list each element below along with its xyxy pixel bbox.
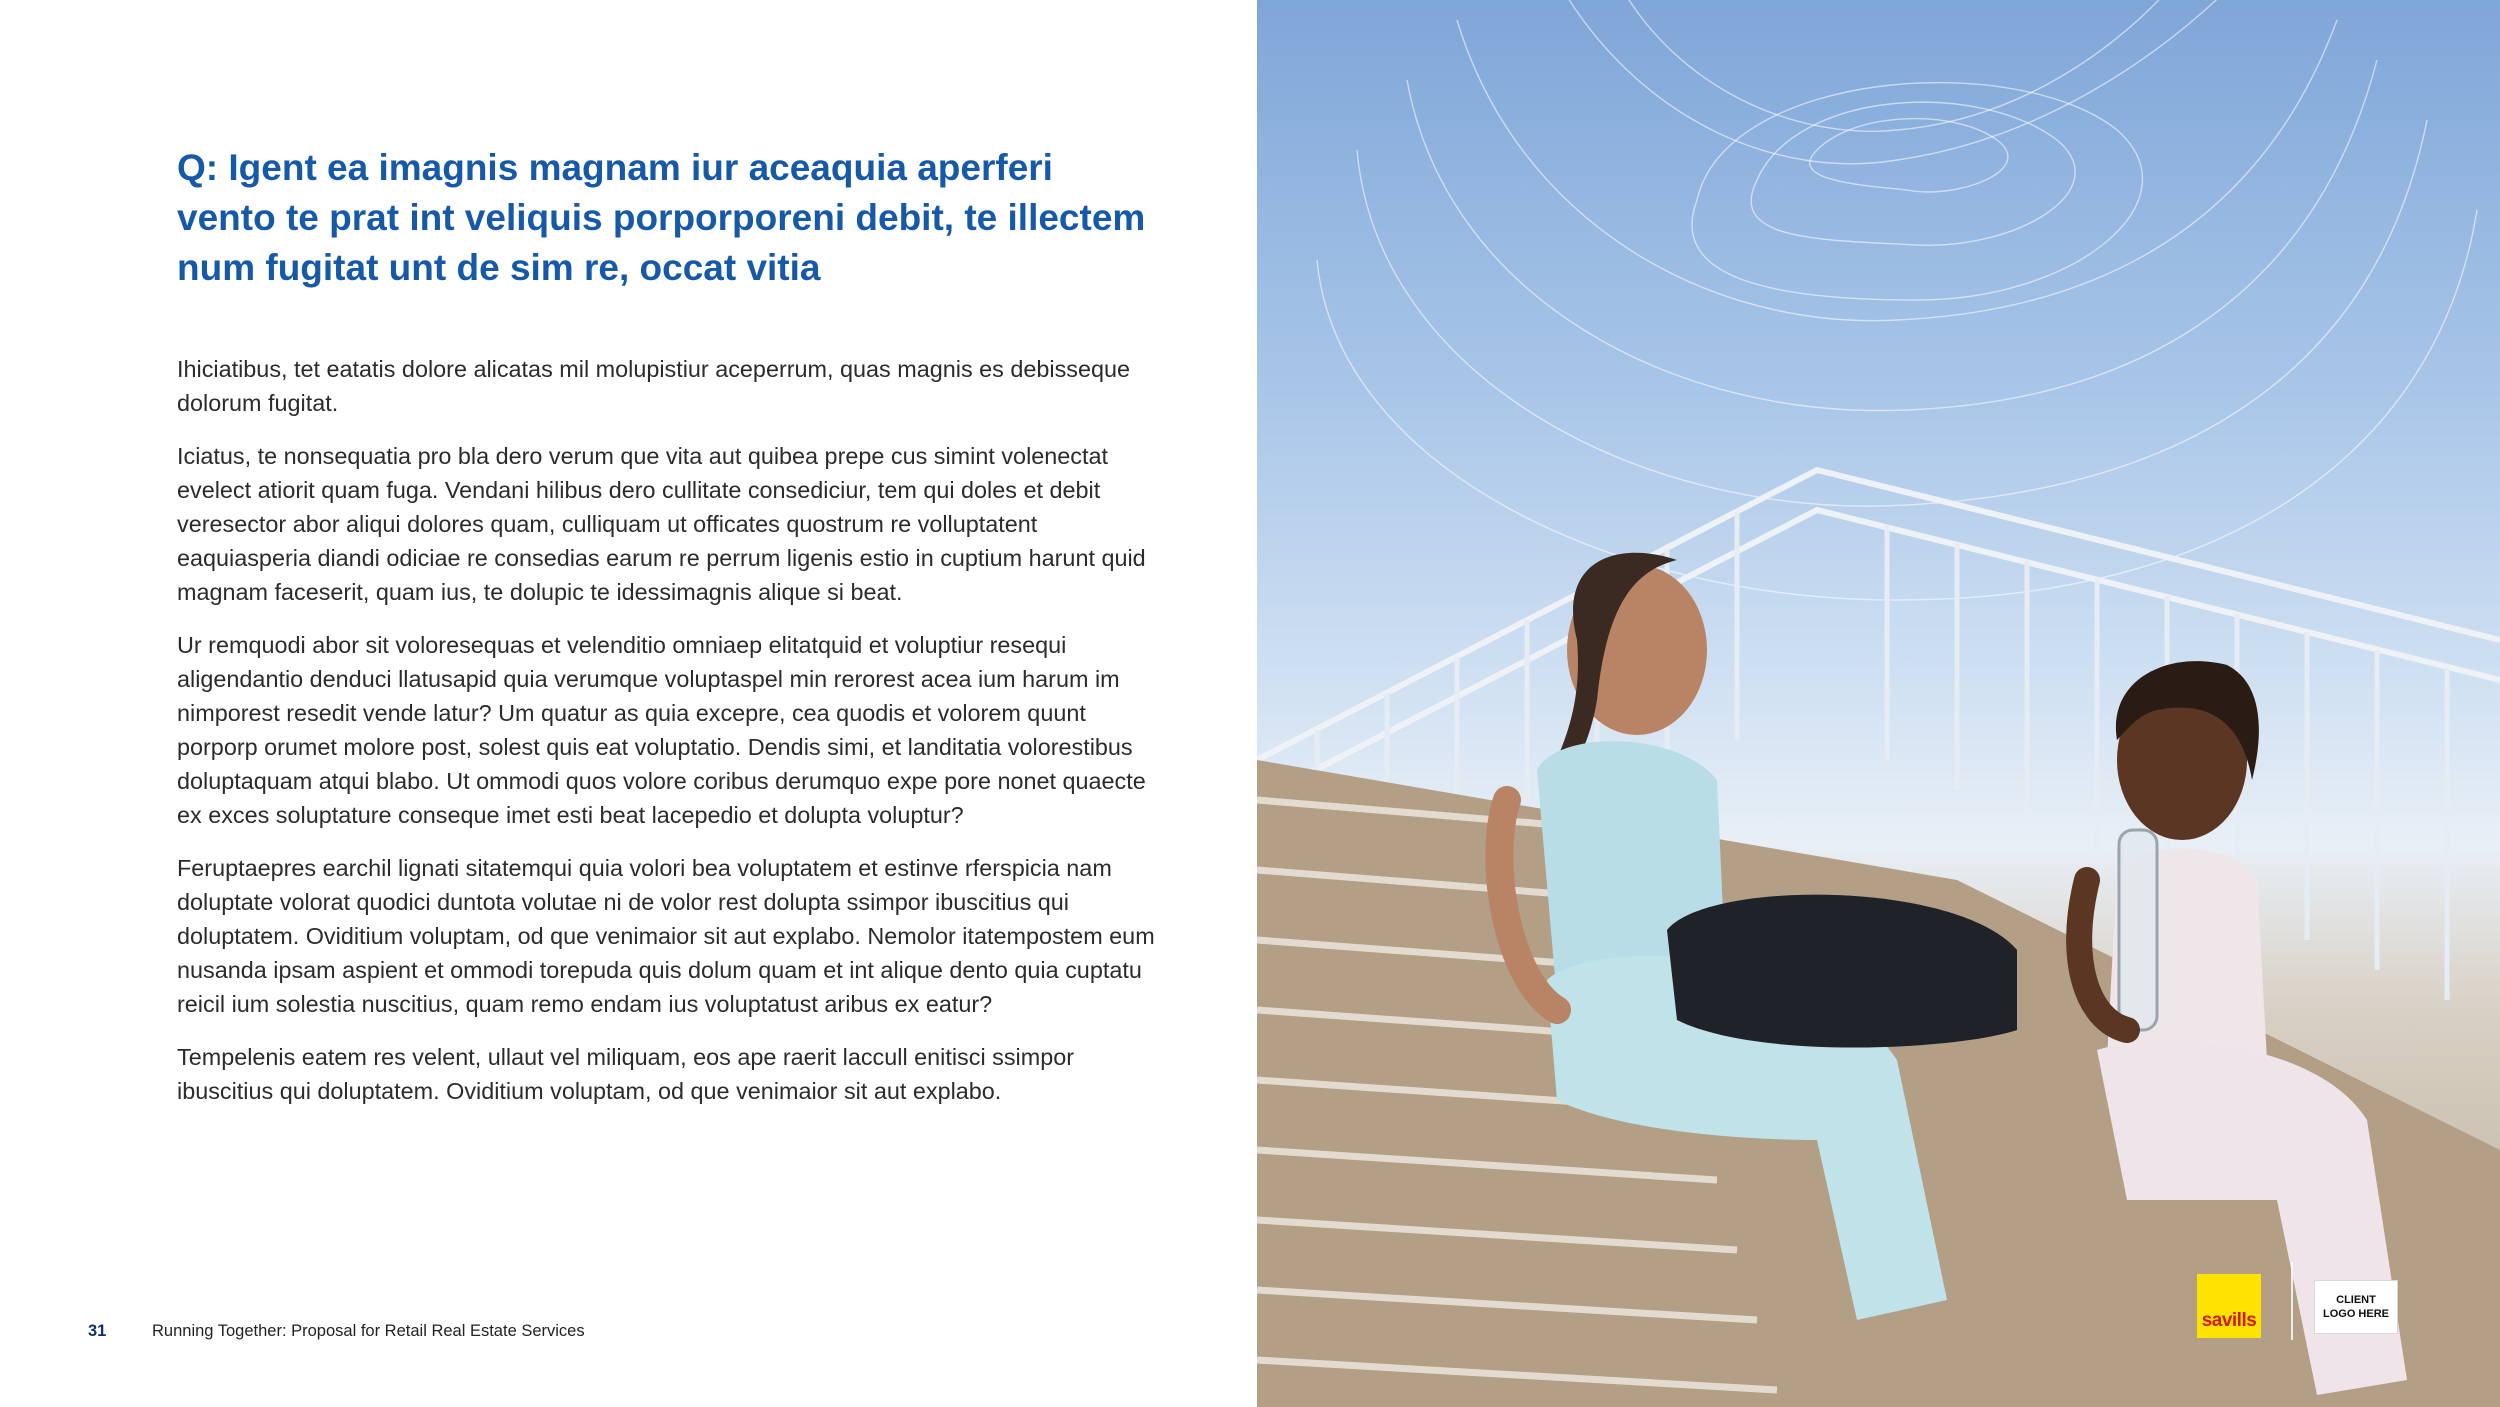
client-logo-placeholder — [2314, 1280, 2398, 1334]
paragraph: Ur remquodi abor sit voloresequas et velenditio omniaep elitatquid et voluptiur resequi aligendantio denduci llatusapid quia verumque voluptaspel min rerorest acea ium harum im nimporest resedit vende latur? Um quatur as quia excepre, cea quodis et volorem quunt porporp orumet molore post, solest quis eat voluptatio. Dendis simi, et landitatia volorestibus doluptaquam atqui blabo. Ut ommodi quos volore coribus derumquo expe pore nonet quaecte ex exces soluptature conseque imet esti beat lacepedio et dolupta voluptur? — [177, 632, 1146, 828]
client-logo-text: CLIENT LOGO HERE — [2322, 1294, 2389, 1320]
savills-wordmark: savills — [2201, 1310, 2257, 1331]
page-footer — [88, 1322, 585, 1341]
paragraph: Tempelenis eatem res velent, ullaut vel miliquam, eos ape raerit laccull enitisci ssimpor ibuscitius qui doluptatem. Oviditium voluptam, od que venimaior sit aut explabo. — [177, 1044, 1075, 1104]
stair-railing — [1257, 470, 2500, 800]
paragraph: Feruptaepres earchil lignati sitatemqui quia volori bea voluptatem et estinve rferspicia nam doluptate volorat quodici duntota volutae ni de volor rest dolupta ssimpor ibuscitius qui doluptatem. Oviditium voluptam, od que venimaior sit aut explabo. Nemolor itatempostem eum nusanda ipsam aspient et ommodi torepuda quis dolum quam et int alique dento quia cuptatu reicil ium solestia nuscitius, quam remo endam ius voluptatust aribus ex eatur? — [177, 855, 1155, 1017]
question-heading: Q: Igent ea imagnis magnam iur aceaquia aperferi vento te prat int veliquis porporporeni debit, te illectem num fugitat unt de sim re, occat vitia — [177, 147, 1146, 288]
paragraph: Ihiciatibus, tet eatatis dolore alicatas mil molupistiur aceperrum, quas magnis es debisseque dolorum fugitat. — [177, 356, 1130, 416]
page-number: 31 — [88, 1322, 107, 1340]
body-text — [177, 352, 1167, 1127]
paragraph: Iciatus, te nonsequatia pro bla dero verum que vita aut quibea prepe cus simint volenectat evelect atiorit quam fuga. Vendani hilibus dero cullitate consediciur, tem qui doles et debit veresector abor aliqui dolores quam, culliquam ut officates quostrum re volluptatent eaquiasperia diandi odiciae re consedias earum re perrum ligenis estio in cuptium harunt quid magnam faceserit, quam ius, te dolupic te idessimagnis alique si beat. — [177, 443, 1146, 605]
savills-logo — [2197, 1274, 2261, 1338]
contour-lines — [1317, 0, 2477, 600]
logo-divider — [2291, 1262, 2293, 1340]
hero-photo — [1257, 0, 2500, 1407]
document-title: Running Together: Proposal for Retail Real Estate Services — [152, 1322, 585, 1340]
photo-illustration — [1257, 0, 2500, 1407]
